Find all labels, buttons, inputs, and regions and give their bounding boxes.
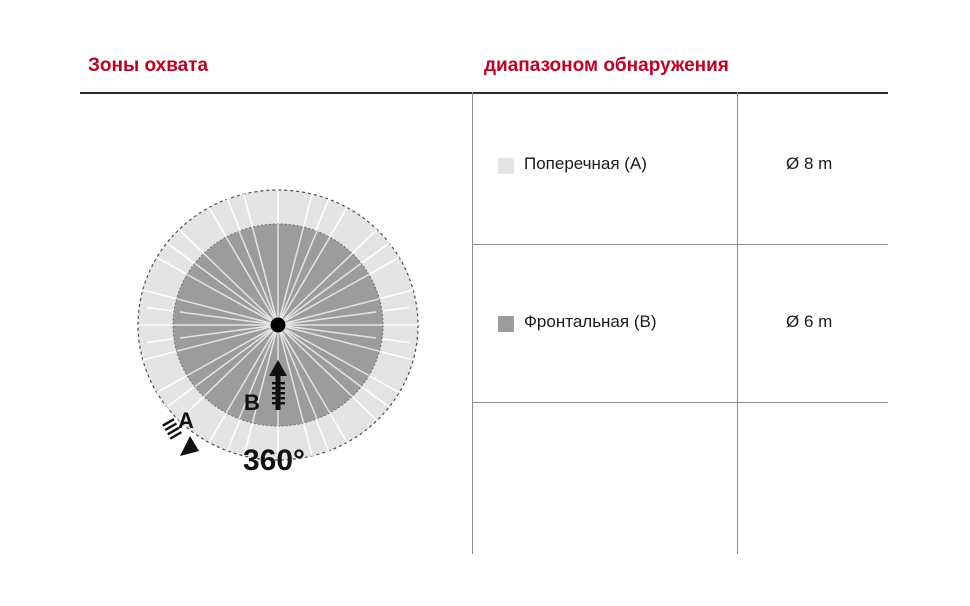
legend-value-zone-b: Ø 6 m	[786, 312, 833, 331]
page-title-coverage-zones: Зоны охвата	[88, 55, 209, 76]
table-vertical-divider-2	[737, 92, 738, 554]
angle-label: 360°	[243, 444, 306, 477]
legend-swatch-zone-a	[498, 158, 514, 174]
table-vertical-divider-1	[472, 92, 473, 554]
legend-swatch-zone-b	[498, 316, 514, 332]
zone-b-label: B	[244, 390, 260, 415]
table-row-divider-1	[472, 244, 888, 245]
legend-label-zone-b: Фронтальная (B)	[524, 312, 657, 331]
page-title-detection-range: диапазоном обнаружения	[484, 55, 729, 76]
zone-a-label: A	[178, 408, 194, 433]
table-top-rule	[80, 92, 888, 94]
legend-value-zone-a: Ø 8 m	[786, 154, 833, 173]
legend-label-zone-a: Поперечная (A)	[524, 154, 647, 173]
table-row-divider-2	[472, 402, 888, 403]
detection-range-table	[80, 92, 888, 554]
